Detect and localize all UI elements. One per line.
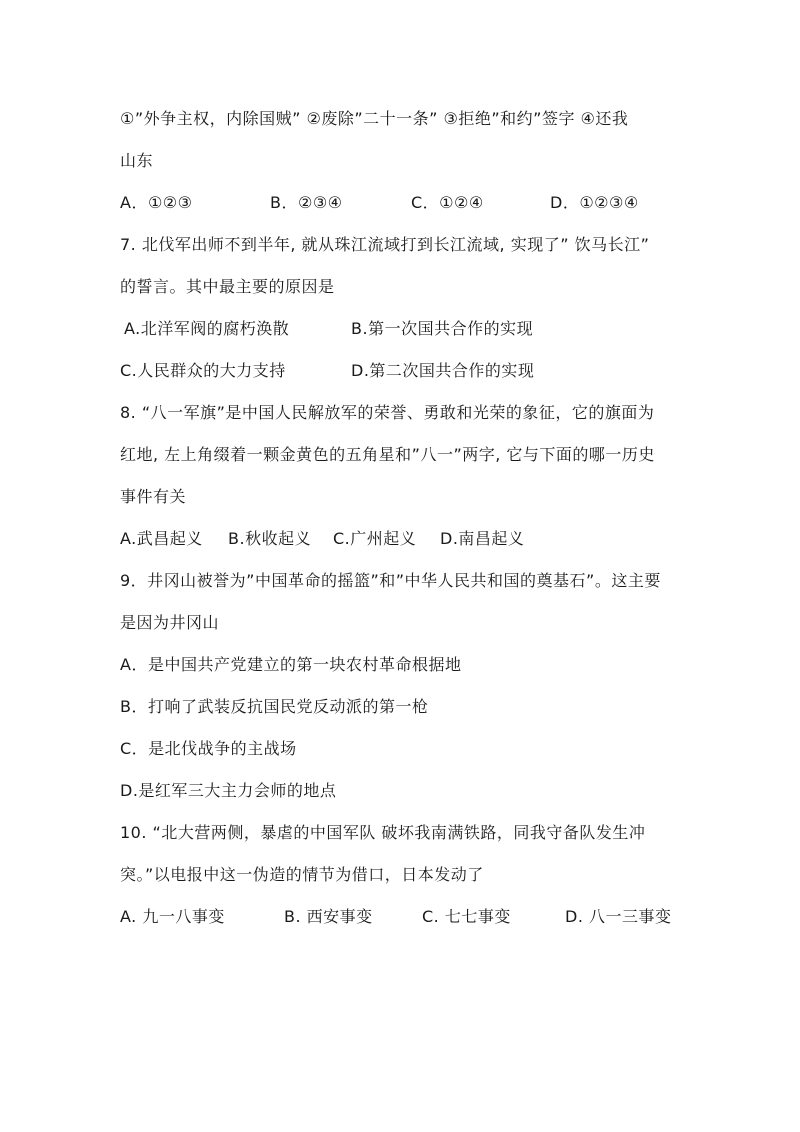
q7-option-b: B.第一次国共合作的实现 <box>351 319 534 338</box>
q6-option-b: B．②③④ <box>270 193 343 212</box>
q8-option-a: A.武昌起义 <box>120 529 203 548</box>
q8-option-c: C.广州起义 <box>333 529 417 548</box>
q8-option-b: B.秋收起义 <box>228 529 312 548</box>
q9-option-b: B．打响了武装反抗国民党反动派的第一枪 <box>120 697 429 716</box>
q10-option-a: A. 九一八事变 <box>120 907 225 926</box>
q10-option-d: D. 八一三事变 <box>565 907 672 926</box>
q7-stem-line1: 7. 北伐军出师不到半年, 就从珠江流域打到长江流域, 实现了” 饮马长江” <box>120 235 650 254</box>
q6-stem-line2: 山东 <box>120 151 154 170</box>
q6-option-a: A．①②③ <box>120 193 193 212</box>
q9-stem-line2: 是因为井冈山 <box>120 613 220 632</box>
q7-option-a: A.北洋军阀的腐朽涣散 <box>124 319 290 338</box>
q9-option-d: D.是红军三大主力会师的地点 <box>120 781 337 800</box>
q8-stem-line2: 红地, 左上角缀着一颗金黄色的五角星和”八一”两字, 它与下面的哪一历史 <box>120 445 655 464</box>
q10-option-b: B. 西安事变 <box>284 907 373 926</box>
q7-stem-line2: 的誓言。其中最主要的原因是 <box>120 277 335 296</box>
q10-stem-line1: 10. “北大营两侧，暴虐的中国军队 破坏我南满铁路，同我守备队发生冲 <box>120 823 646 842</box>
q6-option-d: D．①②③④ <box>550 193 639 212</box>
q8-stem-line3: 事件有关 <box>120 487 187 506</box>
q8-option-d: D.南昌起义 <box>440 529 525 548</box>
q9-stem-line1: 9．井冈山被誉为”中国革命的摇篮”和”中华人民共和国的奠基石”。这主要 <box>120 571 661 590</box>
q7-option-d: D.第二次国共合作的实现 <box>351 361 535 380</box>
q6-stem-line1: ①”外争主权，内除国贼” ②废除”二十一条” ③拒绝”和约”签字 ④还我 <box>120 109 629 128</box>
q9-option-c: C．是北伐战争的主战场 <box>120 739 297 758</box>
q6-option-c: C．①②④ <box>411 193 484 212</box>
q9-option-a: A．是中国共产党建立的第一块农村革命根据地 <box>120 655 462 674</box>
q10-stem-line2: 突。”以电报中这一伪造的情节为借口，日本发动了 <box>120 865 484 884</box>
q10-option-c: C. 七七事变 <box>422 907 511 926</box>
q7-option-c: C.人民群众的大力支持 <box>120 361 286 380</box>
q8-stem-line1: 8. “八一军旗”是中国人民解放军的荣誉、勇敢和光荣的象征，它的旗面为 <box>120 403 655 422</box>
